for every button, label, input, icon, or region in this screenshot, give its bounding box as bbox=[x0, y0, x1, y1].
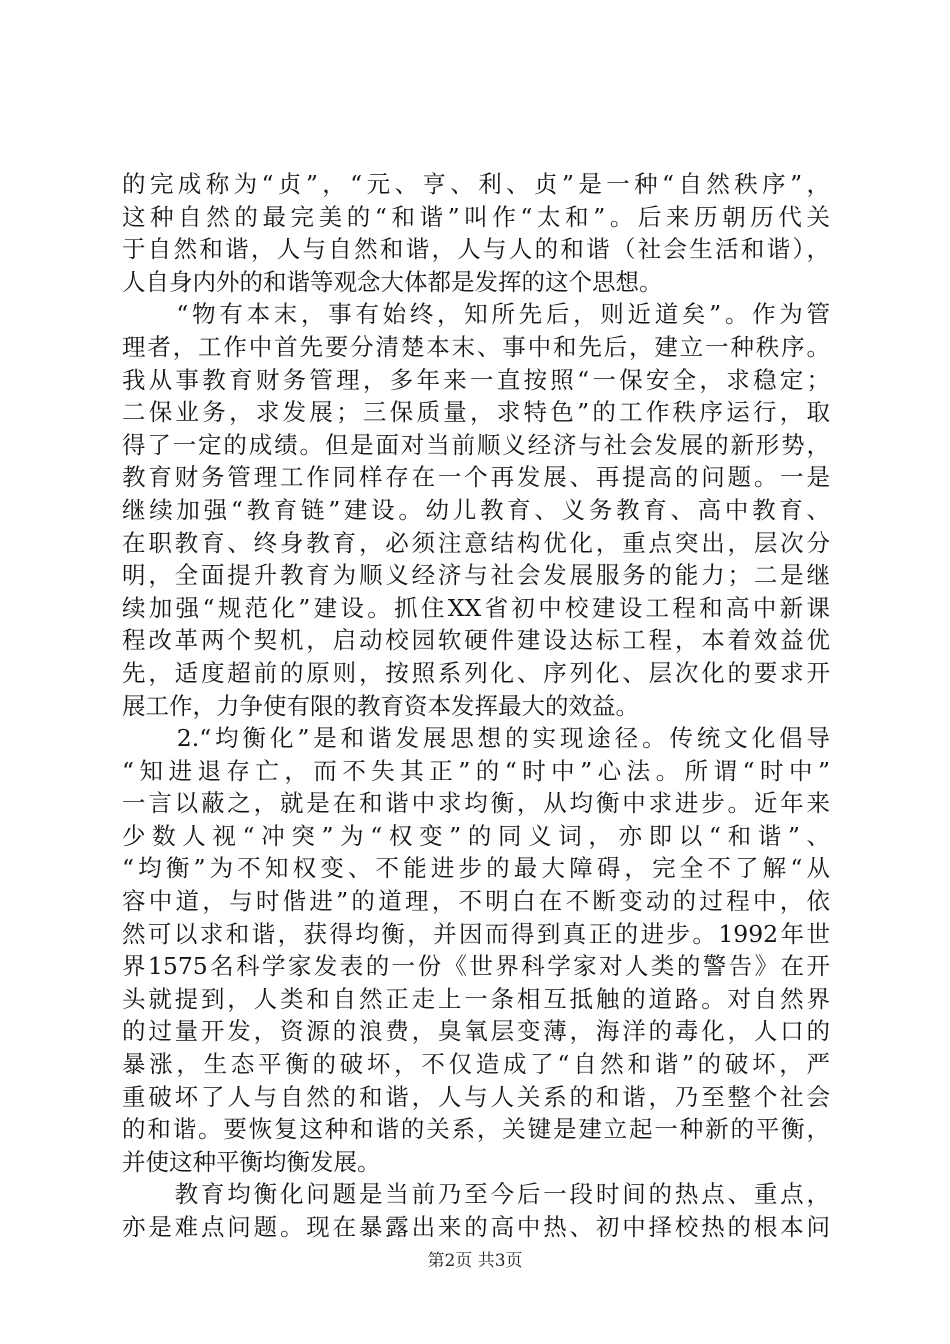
text-line: 续加强“规范化”建设。抓住XX省初中校建设工程和高中新课 bbox=[122, 593, 830, 622]
text-line: 教育财务管理工作同样存在一个再发展、再提高的问题。一是 bbox=[122, 463, 830, 492]
text-line: 于自然和谐，人与自然和谐，人与人的和谐（社会生活和谐）， bbox=[122, 235, 830, 264]
text-line: 人自身内外的和谐等观念大体都是发挥的这个思想。 bbox=[122, 267, 663, 296]
text-line: 容中道，与时偕进”的道理，不明白在不断变动的过程中，依 bbox=[122, 887, 830, 916]
text-line: 得了一定的成绩。但是面对当前顺义经济与社会发展的新形势， bbox=[122, 430, 830, 459]
text-line: “知进退存亡，而不失其正”的“时中”心法。所谓“时中” bbox=[122, 756, 830, 785]
text-line: 的完成称为“贞”，“元、亨、利、贞”是一种“自然秩序”， bbox=[122, 170, 830, 198]
text-line: 一言以蔽之，就是在和谐中求均衡，从均衡中求进步。近年来 bbox=[122, 789, 830, 818]
text-line: 在职教育、终身教育，必须注意结构优化，重点突出，层次分 bbox=[122, 528, 830, 557]
text-line: 界1575名科学家发表的一份《世界科学家对人类的警告》在开 bbox=[122, 952, 830, 981]
text-line: “物有本末，事有始终，知所先后，则近道矣”。作为管 bbox=[122, 300, 830, 329]
text-line: 重破坏了人与自然的和谐，人与人关系的和谐，乃至整个社会 bbox=[122, 1082, 830, 1111]
text-line: 继续加强“教育链”建设。幼儿教育、义务教育、高中教育、 bbox=[122, 495, 830, 524]
text-line: 明，全面提升教育为顺义经济与社会发展服务的能力；二是继 bbox=[122, 561, 830, 590]
text-line: 暴涨，生态平衡的破坏，不仅造成了“自然和谐”的破坏，严 bbox=[122, 1050, 830, 1079]
text-line: 教育均衡化问题是当前乃至今后一段时间的热点、重点， bbox=[122, 1180, 830, 1209]
text-line: 少数人视“冲突”为“权变”的同义词，亦即以“和谐”、 bbox=[122, 821, 830, 850]
text-line: 并使这种平衡均衡发展。 bbox=[122, 1147, 381, 1176]
text-line: 二保业务，求发展；三保质量，求特色”的工作秩序运行，取 bbox=[122, 398, 830, 427]
text-line: 亦是难点问题。现在暴露出来的高中热、初中择校热的根本问 bbox=[122, 1213, 830, 1241]
text-line: 的过量开发，资源的浪费，臭氧层变薄，海洋的毒化，人口的 bbox=[122, 1017, 830, 1046]
text-line: 先，适度超前的原则，按照系列化、序列化、层次化的要求开 bbox=[122, 658, 830, 687]
text-line: 2.“均衡化”是和谐发展思想的实现途径。传统文化倡导 bbox=[122, 724, 830, 753]
text-line: 我从事教育财务管理，多年来一直按照“一保安全，求稳定； bbox=[122, 365, 830, 394]
text-line: 头就提到，人类和自然正走上一条相互抵触的道路。对自然界 bbox=[122, 984, 830, 1013]
text-line: 的和谐。要恢复这种和谐的关系，关键是建立起一种新的平衡， bbox=[122, 1115, 830, 1144]
page-footer: 第2页 共3页 bbox=[427, 1251, 523, 1271]
text-line: 然可以求和谐，获得均衡，并因而得到真正的进步。1992年世 bbox=[122, 919, 830, 948]
document-body bbox=[122, 168, 830, 1244]
text-line: 展工作，力争使有限的教育资本发挥最大的效益。 bbox=[122, 691, 639, 720]
text-line: “均衡”为不知权变、不能进步的最大障碍，完全不了解“从 bbox=[122, 854, 830, 883]
text-line: 这种自然的最完美的“和谐”叫作“太和”。后来历朝历代关 bbox=[122, 202, 830, 231]
text-line: 程改革两个契机，启动校园软硬件建设达标工程，本着效益优 bbox=[122, 626, 830, 655]
text-line: 理者，工作中首先要分清楚本末、事中和先后，建立一种秩序。 bbox=[122, 332, 830, 361]
